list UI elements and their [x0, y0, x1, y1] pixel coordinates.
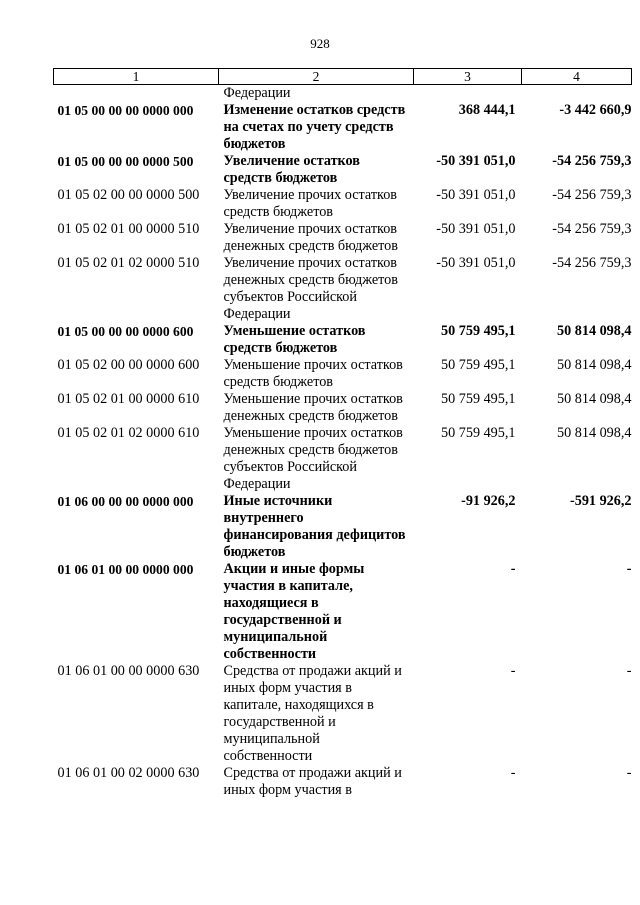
row-value-col3: 50 759 495,1	[441, 391, 516, 407]
row-value-col4: -54 256 759,3	[552, 153, 632, 169]
row-value-col3: -91 926,2	[461, 493, 516, 509]
table-row	[54, 187, 632, 221]
table-row	[54, 765, 632, 799]
financing-sources-table	[53, 68, 632, 799]
table-row	[54, 153, 632, 187]
row-value-col4: -54 256 759,3	[552, 187, 632, 203]
row-value-col3: -50 391 051,0	[436, 153, 516, 169]
row-value-col4: -	[626, 561, 632, 577]
row-code: 01 05 02 01 00 0000 510	[57, 221, 200, 237]
table-row	[54, 221, 632, 255]
table-row	[54, 102, 632, 153]
row-name: Изменение остатков средств на счетах по учету средств бюджетов	[223, 102, 406, 152]
row-value-col4: -	[626, 765, 632, 781]
row-value-col3: -50 391 051,0	[436, 221, 516, 237]
table-row	[54, 255, 632, 323]
row-code: 01 05 02 00 00 0000 600	[57, 357, 200, 373]
header-col-2: 2	[219, 69, 414, 85]
row-code: 01 05 00 00 00 0000 600	[57, 324, 194, 339]
continuation-row	[54, 85, 632, 103]
row-value-col4: 50 814 098,4	[557, 425, 632, 441]
row-name: Уменьшение прочих остатков средств бюджетов	[223, 357, 403, 390]
header-col-3: 3	[414, 69, 522, 85]
row-value-col3: -	[510, 765, 516, 781]
row-value-col4: -	[626, 663, 632, 679]
row-value-col4: 50 814 098,4	[557, 357, 632, 373]
row-name: Увеличение прочих остатков денежных средств бюджетов	[223, 221, 398, 254]
row-name: Уменьшение прочих остатков денежных средств бюджетов субъектов Российской Федерации	[223, 425, 403, 492]
row-name: Акции и иные формы участия в капитале, находящиеся в государственной и муниципальной собственности	[223, 561, 365, 662]
row-value-col4: -54 256 759,3	[552, 255, 632, 271]
row-value-col3: 368 444,1	[458, 102, 516, 118]
row-name: Средства от продажи акций и иных форм участия в капитале, находящихся в государственной и муниципальной собственности	[223, 663, 402, 764]
row-code: 01 06 00 00 00 0000 000	[57, 494, 194, 509]
row-name: Увеличение прочих остатков средств бюджетов	[223, 187, 397, 220]
page-number: 928	[310, 36, 330, 51]
row-value-col4: 50 814 098,4	[557, 391, 632, 407]
row-value-col3: -50 391 051,0	[436, 255, 516, 271]
row-code: 01 05 02 01 02 0000 610	[57, 425, 200, 441]
row-value-col3: -50 391 051,0	[436, 187, 516, 203]
row-name: Уменьшение остатков средств бюджетов	[223, 323, 366, 356]
table-row	[54, 357, 632, 391]
table-row	[54, 561, 632, 663]
row-name: Иные источники внутреннего финансирования дефицитов бюджетов	[223, 493, 406, 560]
row-code: 01 05 00 00 00 0000 000	[57, 103, 194, 118]
row-value-col3: 50 759 495,1	[441, 425, 516, 441]
table-header-row	[54, 69, 632, 85]
continuation-text: Федерации	[223, 85, 291, 101]
row-code: 01 05 00 00 00 0000 500	[57, 154, 194, 169]
row-name: Увеличение остатков средств бюджетов	[223, 153, 360, 186]
row-name: Увеличение прочих остатков денежных средств бюджетов субъектов Российской Федерации	[223, 255, 398, 322]
row-code: 01 05 02 00 00 0000 500	[57, 187, 200, 203]
row-name: Средства от продажи акций и иных форм участия в	[223, 765, 402, 798]
row-value-col4: -591 926,2	[570, 493, 632, 509]
row-value-col3: -	[510, 561, 516, 577]
header-col-1: 1	[54, 69, 219, 85]
row-code: 01 06 01 00 00 0000 630	[57, 663, 200, 679]
row-value-col3: -	[510, 663, 516, 679]
table-row	[54, 493, 632, 561]
table-row	[54, 391, 632, 425]
row-value-col4: -54 256 759,3	[552, 221, 632, 237]
row-name: Уменьшение прочих остатков денежных средств бюджетов	[223, 391, 403, 424]
row-value-col3: 50 759 495,1	[441, 357, 516, 373]
table-row	[54, 663, 632, 765]
header-col-4: 4	[522, 69, 632, 85]
row-code: 01 05 02 01 00 0000 610	[57, 391, 200, 407]
table-row	[54, 323, 632, 357]
row-value-col4: -3 442 660,9	[559, 102, 632, 118]
row-code: 01 06 01 00 02 0000 630	[57, 765, 200, 781]
row-code: 01 05 02 01 02 0000 510	[57, 255, 200, 271]
row-code: 01 06 01 00 00 0000 000	[57, 562, 194, 577]
table-row	[54, 425, 632, 493]
row-value-col4: 50 814 098,4	[557, 323, 632, 339]
row-value-col3: 50 759 495,1	[441, 323, 516, 339]
